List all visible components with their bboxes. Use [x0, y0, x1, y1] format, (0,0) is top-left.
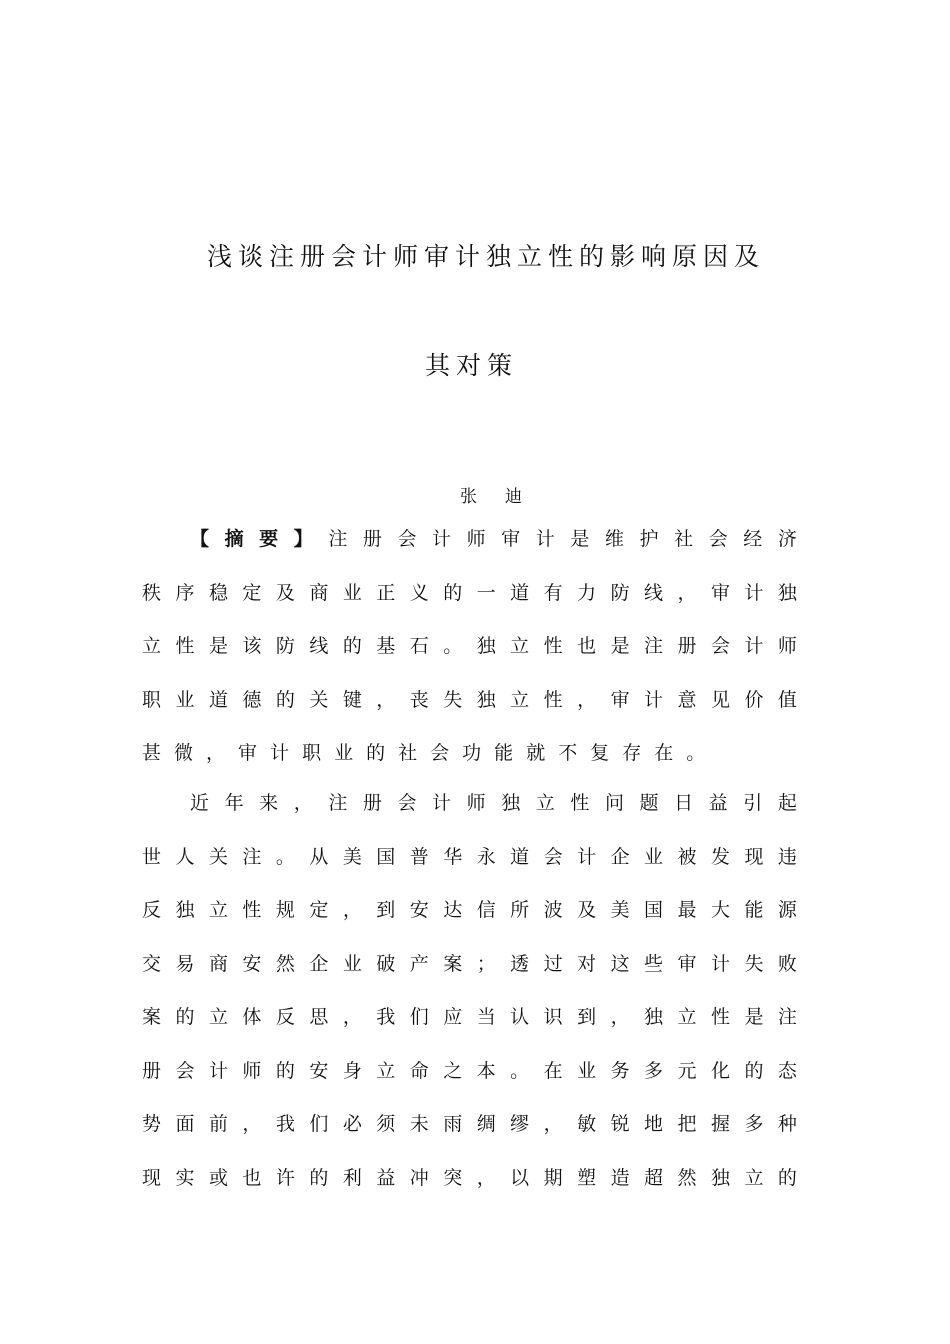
paragraph-line: 交 易 商 安 然 企 业 破 产 案 ； 透 过 对 这 些 审 计 失 败 — [142, 952, 797, 975]
abstract-line: 职 业 道 德 的 关 键 ， 丧 失 独 立 性 ， 审 计 意 见 价 值 — [142, 688, 797, 711]
abstract-line: 秩 序 稳 定 及 商 业 正 义 的 一 道 有 力 防 线 ， 审 计 独 — [142, 581, 797, 604]
abstract-line: 【 摘 要 】 注 册 会 计 师 审 计 是 维 护 社 会 经 济 — [190, 528, 797, 550]
paragraph-line: 册 会 计 师 的 安 身 立 命 之 本 。 在 业 务 多 元 化 的 态 — [142, 1059, 797, 1082]
paragraph-line: 现 实 或 也 许 的 利 益 冲 突 ， 以 期 塑 造 超 然 独 立 的 — [142, 1166, 797, 1189]
paragraph-line: 反 独 立 性 规 定 ， 到 安 达 信 所 波 及 美 国 最 大 能 源 — [142, 899, 797, 921]
abstract-line: 立 性 是 该 防 线 的 基 石 。 独 立 性 也 是 注 册 会 计 师 — [142, 635, 797, 657]
paragraph-line: 势 面 前 ， 我 们 必 须 未 雨 绸 缪 ， 敏 锐 地 把 握 多 种 — [142, 1113, 797, 1135]
author-name: 张迪 — [460, 487, 550, 507]
paragraph-line: 世 人 关 注 。 从 美 国 普 华 永 道 会 计 企 业 被 发 现 违 — [142, 845, 797, 868]
paragraph-line: 案 的 立 体 反 思 ， 我 们 应 当 认 识 到 ， 独 立 性 是 注 — [142, 1006, 797, 1028]
document-title-line-1: 浅谈注册会计师审计独立性的影响原因及 — [207, 242, 766, 271]
document-title-line-2: 其对策 — [425, 351, 519, 380]
paragraph-line: 近 年 来 ， 注 册 会 计 师 独 立 性 问 题 日 益 引 起 — [190, 792, 797, 814]
abstract-line: 甚 微 ， 审 计 职 业 的 社 会 功 能 就 不 复 存 在 。 — [142, 742, 706, 764]
